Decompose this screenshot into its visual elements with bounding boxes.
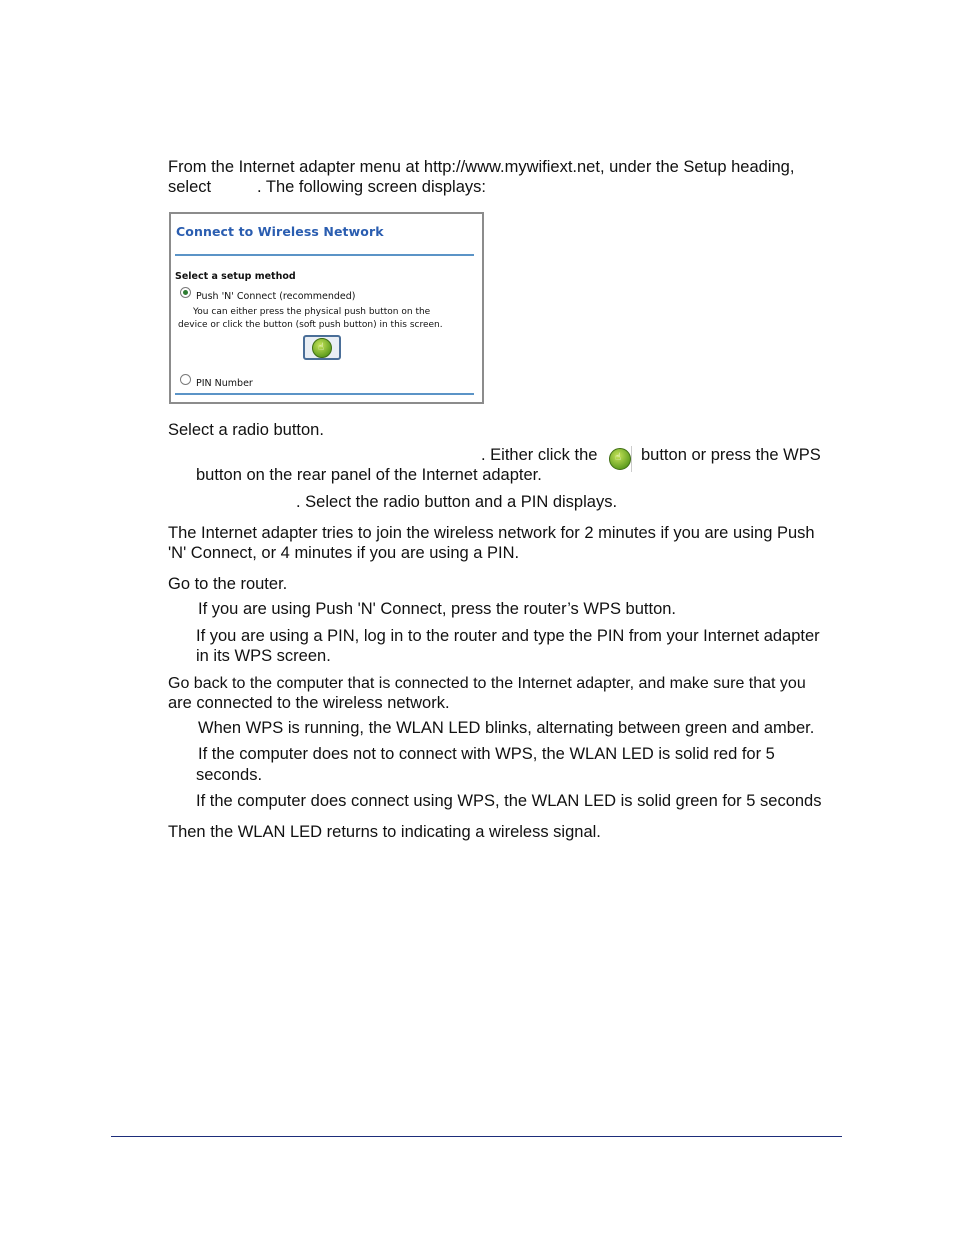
screen-title: Connect to Wireless Network [176,224,384,239]
wps-soft-push-button[interactable] [303,335,341,360]
router-pin-bullet-2: in its WPS screen. [196,647,331,665]
wps-fail-bullet: If the computer does not to connect with WPS, the WLAN LED is solid red for 5 [198,745,775,763]
connect-wireless-screenshot [169,212,484,404]
step-go-back-2: are connected to the wireless network. [168,694,450,712]
footer-divider [111,1136,842,1137]
then-led: Then the WLAN LED returns to indicating a wireless signal. [168,823,601,841]
pin-number-label: PIN Number [196,378,253,389]
push-desc-line-2: device or click the button (soft push button) in this screen. [178,320,443,330]
intro-line-2-select: select [168,178,212,196]
intro-line-1: From the Internet adapter menu at http://www.mywifiext.net, under the Setup heading, [168,158,795,176]
push-n-connect-radio[interactable] [180,287,191,298]
pin-number-radio[interactable] [180,374,191,385]
push-desc-line-1: You can either press the physical push button on the [193,307,431,317]
wps-fail-bullet-2: seconds. [196,766,263,784]
pin-step: . Select the radio button and a PIN displays. [296,493,618,511]
step-go-back: Go back to the computer that is connected to the Internet adapter, and make sure that you [168,675,806,692]
push-step-part-b: button or press the WPS [641,446,821,464]
intro-line-2-rest: . The following screen displays: [257,178,486,196]
push-n-connect-label: Push 'N' Connect (recommended) [196,291,356,302]
tries-line-2: 'N' Connect, or 4 minutes if you are using a PIN. [168,544,520,562]
push-step-part-c: button on the rear panel of the Internet adapter. [196,466,542,484]
tries-line-1: The Internet adapter tries to join the wireless network for 2 minutes if you are using Push [168,524,815,542]
wps-push-icon: ☝ [312,338,332,358]
router-pin-bullet: If you are using a PIN, log in to the router and type the PIN from your Internet adapter [196,627,820,645]
inline-wps-button [608,446,632,472]
wps-push-icon: ☝ [609,448,631,470]
title-divider [175,254,474,256]
router-push-bullet: If you are using Push 'N' Connect, press the router’s WPS button. [198,600,677,618]
step-go-router: Go to the router. [168,575,288,593]
setup-method-label: Select a setup method [175,271,296,282]
bottom-divider [175,393,474,395]
push-step-part-a: . Either click the [481,446,598,464]
wps-running-bullet: When WPS is running, the WLAN LED blinks, alternating between green and amber. [198,719,815,737]
wps-ok-bullet: If the computer does connect using WPS, the WLAN LED is solid green for 5 seconds [196,792,822,810]
step-select-radio: Select a radio button. [168,421,324,439]
